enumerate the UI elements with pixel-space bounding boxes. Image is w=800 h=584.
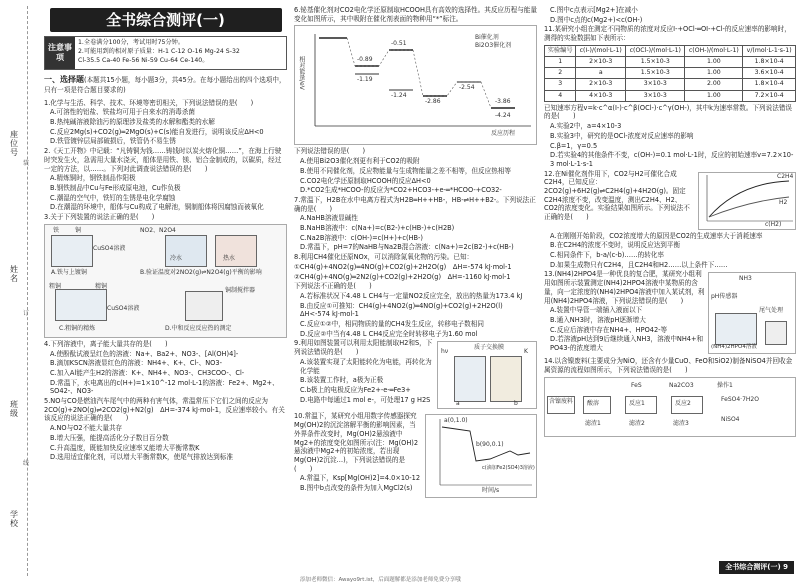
question-6: 6.铋基催化剂对CO2电化学还原制取HCOOH具有高效的选择性。其反应历程与能量变化如图所示，其中吸附在催化剂表面的物种用“*”标注。 相对能量/eV -0.89 -0.51 -1.19 -1.24 -2.86 -2.54 -3.86 -4.24 Bi催化剂 Bi2O3催化剂 反应历程 下列说法错误的是( ) A.使用Bi2O3催化剂更有利于CO2的吸附 B.使用不同催化剂，反应物能量与生成物能量之差不相等，但反应热相等 C.CO2电化学还原制取HCOOH的反应ΔH<0 D.*CO2生成*HCOO-的反应为*CO2+HCO3-+e-═*HCOO-+CO32-: [294, 6, 537, 195]
table-row: 1 2×10-3 1.5×10-3 1.00 1.8×10-4: [545, 57, 796, 68]
question-12: 12.在Ni催化剂作用下，CO2与H2可催化合成C2H4，已知反应：2CO2(g)+6H2(g)⇌C2H4(g)+4H2O(g)。固定C2H4浓度不变，改变温度，测出C2H4、H2、CO2的浓度变化。实验结果如图所示。下列说法不正确的是( ) C2H4 H2 c(H2) A.在刚刚开始阶段，CO2浓度增大的原因是CO2的生成速率大于消耗速率 B.在C2H4的浓度不变时，说明反应达到平衡 C.相同条件下，b-a/(c-b)……的转化率 D.如果生成物只有C2H4，且C2H4和H2……以上条件下……: [544, 170, 796, 270]
question-7: 7.常温下，H2B在水中电离方程式为H2B═H++HB-，HB-⇌H++B2-。下列说法正确的是( ) A.NaHB溶液显碱性 B.NaHB溶液中：c(Na+)=c(B2-)+c(HB-)+c(H2B) C.Na2B溶液中：c(OH-)=c(H+)+c(HB-) D.常温下，pH=7的NaHB与Na2B混合溶液：c(Na+)=2c(B2-)+c(HB-): [294, 195, 536, 252]
solar-cell-figure: hν 质子交换膜 a b K: [437, 341, 537, 409]
question-9: 9.利用如图装置可以利用太阳能制取H2和S，下列说法错误的是( ) A.该装置实现了太阳能转化为电能，再转化为化学能 B.该装置工作时，a极为正极 C.b极上的电极反应为Fe2+-e-═Fe3+ D.电路中每通过1 mol e-，可处理17 g H2S hν 质子交换膜 a b K: [294, 339, 537, 411]
column-2: [294, 6, 537, 556]
school-label: 学校: [9, 510, 19, 528]
cut-mark: 线: [23, 460, 30, 467]
page-footer: 全书综合测评(一) 9: [719, 561, 794, 574]
energy-diagram: 相对能量/eV -0.89 -0.51 -1.19 -1.24 -2.86 -2.54 -3.86 -4.24 Bi催化剂 Bi2O3催化剂 反应历程: [294, 25, 537, 145]
notice-line: Cl-35.5 Ca-40 Fe-56 Ni-59 Cu-64 Ce-140。: [78, 57, 209, 65]
notice-line: 1.全卷满分100分，考试用时75分钟。: [78, 39, 185, 46]
question-10: 10.常温下，某研究小组用数字传感器探究Mg(OH)2的沉淀溶解平衡的影响因素，当外界条件改变时，Mg(OH)2悬浊液中Mg2+的浓度变化如图所示(注：Mg(OH)2悬浊液中Mg2+的初始浓度，若出现Mg(OH)2沉淀…)，下列说法错误的是( ) A.常温下，Ksp[Mg(OH)2]=4.0×10-12 B.图中b点改变的条件为加入MgCl2(s) a(0,1.0) b(90,0.1) c(滴加Fe2(SO4)3溶液) 时间/s: [294, 412, 537, 500]
table-row: 2 a 1.5×10-3 1.00 3.6×10-4: [545, 68, 796, 79]
question-11: 11.某研究小组在测定不同物质的浓度对反应I-+OCl-═OI-+Cl-的反应速率的影响时，测得的实验数据如下表所示： 实验编号 c(I-)/(mol·L-1) c(OCl-)/(mol·L-1) c(OH-)/(mol·L-1) v/(mol·L-1·s-1) 1 2×10-3 1.5×10-3 1.00 1.8×10-4 2 a 1.5×10-3 1.00 3.6×10-4 3 2×10-3 3×10-3 2.00 1.8×10-4 4 4×10-3 3×10-3 1.00 7.2×10-4 已知速率方程v=k·c^α(I-)·c^β(OCl-)·c^γ(OH-)，其中k为速率常数。下列说法错误的是( ) A.实验2中，a=4×10-3 B.实验3中，研究的是OCl-浓度对反应速率的影响 C.β=1，γ=0.5 D.若实验4的其他条件不变，c(OH-)=0.1 mol·L-1时，反应的初始速率v=7.2×10-3 mol·L-1·s-1: [544, 25, 796, 168]
q10-option: D.图中c点的c(Mg2+)<c(OH-): [550, 15, 643, 24]
question-13: 13.(NH4)2HPO4是一种优良的复合肥，某研究小组利用如图所示装置测定(NH4)2HPO4溶液中某物质的含量，向一定浓度的(NH4)2HPO4溶液中加入某试剂，利用(NH4)2HPO4溶液，下列说法错误的是( ) A.装置中导管一端插入液面以下 B.通入NH3时，溶液pH逐渐增大 C.反应后溶液中存在NH4+、HPO42-等 D.若溶液pH达到9后继续通入NH3，溶液中NH4+和PO43-的浓度增大 pH传感器 尾气处理 NH3 (NH4)2HPO4溶液: [544, 270, 796, 356]
table-row: 4 4×10-3 3×10-3 1.00 7.2×10-4: [545, 90, 796, 101]
exam-page: [44, 6, 796, 576]
column-3: [544, 6, 796, 556]
bottom-note: 添加老师微信：Awayo9rt.ist，后面题解都是添加老师免费分享哦: [300, 576, 461, 583]
table-row: 3 2×10-3 3×10-3 2.00 1.8×10-4: [545, 79, 796, 90]
process-flow: 含镍废料 酸溶 滤渣1 反应1 FeS 滤渣2 反应2 Na2CO3 滤渣3 操作1 FeSO4·7H2O NiSO4: [544, 377, 796, 437]
curve-chart: C2H4 H2 c(H2): [698, 172, 796, 230]
seat-label: 座位号: [9, 130, 19, 157]
question-3: 3.关于下列装置的说法正确的是( ) 铁 铜 CuSO4溶液 A.铁与上镀铜 NO2、N2O4 冷水 热水 B.验证温度对2NO2(g)⇌N2O4(g)平衡的影响 粗铜 精铜 CuSO4溶液 C.粗铜的精炼 铜制搅拌器 D.中和反应反应热的测定: [44, 213, 287, 338]
cut-line: [27, 6, 28, 576]
question-5: 5.NO与CO是燃油汽车尾气中的两种有害气体，常温常压下它们之间的反应为2CO(g)+2NO(g)⇌2CO2(g)+N2(g) ΔH=-374 kJ·mol-1，反应速率较小。有关该反应的说法正确的是( ) A.NO与O2不能大量共存 B.增大压强，能提高活化分子数目百分数 C.升高温度，既能加快反应速率又能增大平衡常数K D.选用适宜催化剂，可以增大平衡常数K，使尾气排放达到标准: [44, 397, 285, 462]
column-1: [44, 6, 287, 556]
notice-head: 注意事项: [45, 37, 75, 69]
name-label: 姓名: [9, 265, 19, 283]
section-title: 一、选择题(本题共15小题，每小题3分，共45分。在每小题给出的四个选项中，只有一项是符合题目要求的): [44, 74, 286, 95]
question-4: 4.下列溶液中，离子能大量共存的是( ) A.使酚酞试液呈红色的溶液：Na+、Ba2+、NO3-、[Al(OH)4]- B.滴加KSCN溶液显红色的溶液：NH4+、K+、Cl-、NO3- C.加入Al能产生H2的溶液：K+、NH4+、NO3-、CH3COO-、Cl- D.常温下，水电离出的c(H+)=1×10^-12 mol·L-1的溶液：Fe2+、Mg2+、SO42-、NO3-: [44, 339, 279, 396]
question-2: 2.《天工开物》中记载：“凡铸铜为钱……铸钱时以炭火熔化铜……”，在海上行驶时突发生火，急需用大量水浇灭，船体是用铁、镁、铝合金制成的，以碳质，经过一定的方法，以……。下列对此调查说法错误的是( ) A.精炼铜时，钢铁制品作阳极 B.钢铁制品中Cu与Fe形成原电池，Cu作负极 C.潮湿的空气中，铁钉的生锈是电化学腐蚀 D.在潮湿的环境中，船体与Cu构成了电解池，铜制船体将因腐蚀而被氧化: [44, 147, 282, 212]
notice-line: 2.可能用到的相对原子质量：H-1 C-12 O-16 Mg-24 S-32: [78, 48, 240, 56]
binding-margin: [0, 0, 40, 582]
page-title: 全书综合测评(一): [50, 8, 282, 32]
concentration-chart: a(0,1.0) b(90,0.1) c(滴加Fe2(SO4)3溶液) 时间/s: [425, 414, 537, 498]
cut-mark: 装: [23, 160, 30, 167]
apparatus-figure: 铁 铜 CuSO4溶液 A.铁与上镀铜 NO2、N2O4 冷水 热水 B.验证温度对2NO2(g)⇌N2O4(g)平衡的影响 粗铜 精铜 CuSO4溶液 C.粗铜的精炼 铜制搅拌器 D.中和反应反应热的测定: [44, 224, 287, 338]
question-1: 1.化学与生活、科学、技术、环境等密切相关，下列说法错误的是( ) A.可溶性的铝盐、铁盐均可用于自来水的消毒杀菌 B.热纯碱溶液除油污的原理涉及盐类的水解和酯类的水解 C.反应2Mg(s)+CO2(g)═2MgO(s)+C(s)能自发进行，说明该反应ΔH<0 D.铁管镀锌层局部破损后，铁管仍不易生锈: [44, 98, 264, 146]
question-8: 8.利用CH4催化还原NOx，可以消除氮氧化物的污染。已知： ①CH4(g)+4NO2(g)═4NO(g)+CO2(g)+2H2O(g) ΔH=-574 kJ·mol-1 ②CH4(g)+4NO(g)═2N2(g)+CO2(g)+2H2O(g) ΔH=-1160 kJ·mol-1 下列说法不正确的是( ) A.若标准状况下4.48 L CH4与一定量NO2反应完全，放出的热量为173.4 kJ B.由反应①可推知：CH4(g)+4NO2(g)═4NO(g)+CO2(g)+2H2O(l) ΔH<-574 kJ·mol-1 C.反应①②中，相同物质的量的CH4发生反应，转移电子数相同 D.反应②中当有4.48 L CH4反应完全时转移电子为1.60 mol: [294, 253, 523, 338]
class-label: 班级: [9, 400, 19, 418]
cut-mark: 订: [23, 310, 30, 317]
ph-sensor-figure: pH传感器 尾气处理 NH3 (NH4)2HPO4溶液: [708, 272, 796, 354]
q10-option: C.图中c点表示[Mg2+]在减小: [550, 6, 638, 14]
rate-table: 实验编号 c(I-)/(mol·L-1) c(OCl-)/(mol·L-1) c(OH-)/(mol·L-1) v/(mol·L-1·s-1) 1 2×10-3 1.5×10-3 1.00 1.8×10-4 2 a 1.5×10-3 1.00 3.6×10-4 3 2×10-3 3×10-3 2.00 1.8×10-4 4 4×10-3 3×10-3 1.00 7.2×10-4: [544, 45, 796, 102]
question-14: 14.以含镍废料(主要成分为NiO，还含有少量CuO、FeO和SiO2)制备NiSO4并回收金属资源的流程如图所示，下列说法错误的是( ) 含镍废料 酸溶 滤渣1 反应1 FeS 滤渣2 反应2 Na2CO3 滤渣3 操作1 FeSO4·7H2O NiSO4: [544, 357, 796, 436]
notice-box: [44, 36, 287, 70]
